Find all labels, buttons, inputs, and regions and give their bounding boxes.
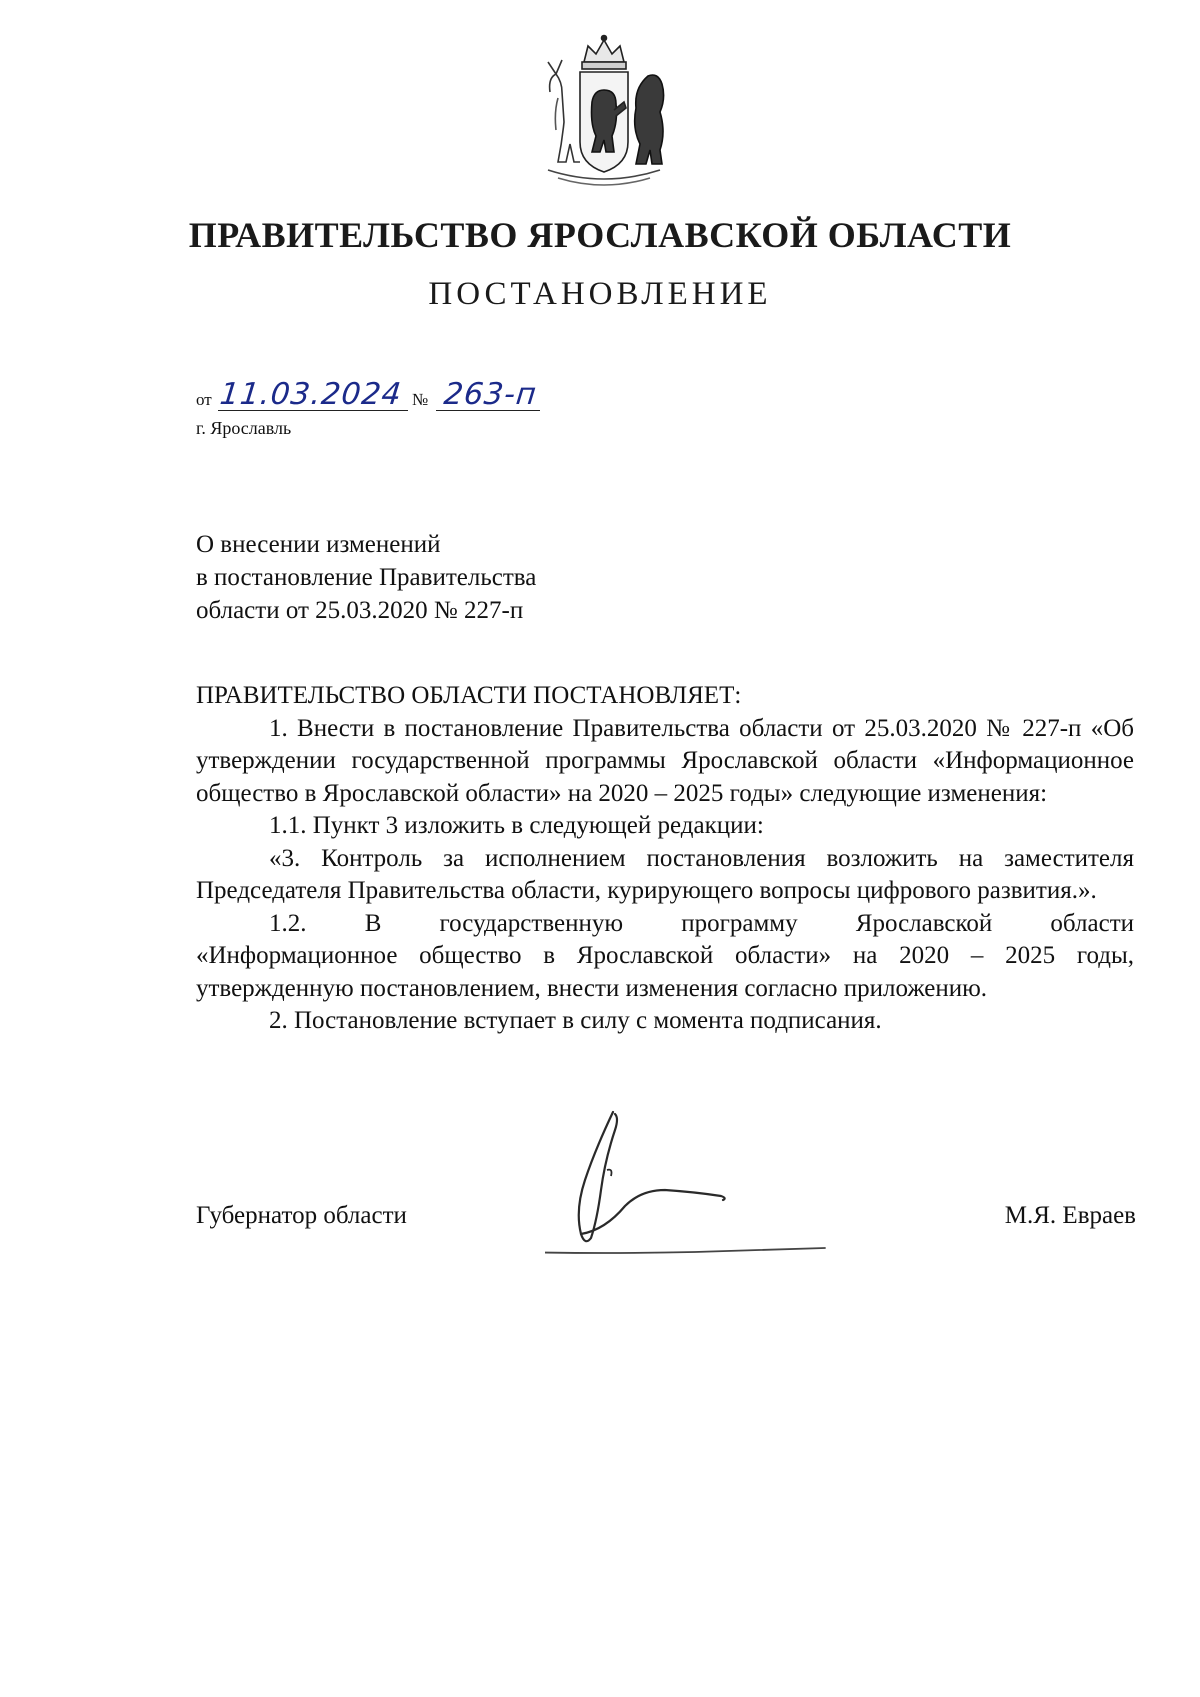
city-label: г. Ярославль [196, 418, 292, 438]
coat-of-arms-emblem [528, 32, 680, 192]
signatory-position: Губернатор области [196, 1202, 407, 1229]
paragraph-1-1-quote: «3. Контроль за исполнением постановления возложить на заместителя Председателя Правительства области, курирующего вопросы цифрового развития.». [196, 844, 1134, 904]
paragraph-1: 1. Внести в постановление Правительства области от 25.03.2020 № 227-п «Об утверждении государственной программы Ярославской области «Информационное общество в Ярославской области» на 2020 – 2025 годы» следующие изменения: [196, 714, 1134, 807]
resolution-heading: ПРАВИТЕЛЬСТВО ОБЛАСТИ ПОСТАНОВЛЯЕТ: [196, 682, 742, 709]
subject-line: в постановление Правительства [196, 564, 537, 591]
handwritten-number: 263-п [442, 377, 539, 412]
paragraph-1-2-head: 1.2. В государственную программу Ярославской области [269, 909, 1134, 937]
subject-line: области от 25.03.2020 № 227-п [196, 597, 524, 624]
signature-block [0, 1110, 1200, 1270]
paragraph-2: 2. Постановление вступает в силу с момента подписания. [269, 1007, 882, 1034]
number-prefix: № [412, 390, 429, 409]
handwritten-date: 11.03.2024 [218, 377, 404, 412]
date-prefix: от [196, 390, 212, 409]
subject-line: О внесении изменений [196, 531, 441, 558]
issue-line [196, 377, 556, 414]
document-body [196, 680, 1134, 1038]
document-subject [196, 528, 536, 627]
handwritten-signature [545, 1110, 845, 1270]
paragraph-1-2-rest: «Информационное общество в Ярославской области» на 2020 – 2025 годы, утвержденную постановлением, внести изменения согласно приложению. [196, 942, 1134, 1002]
paragraph-1-1: 1.1. Пункт 3 изложить в следующей редакции: [269, 812, 764, 839]
document-type: ПОСТАНОВЛЕНИЕ [428, 276, 772, 312]
signatory-name: М.Я. Евраев [1004, 1202, 1136, 1229]
organization-title: ПРАВИТЕЛЬСТВО ЯРОСЛАВСКОЙ ОБЛАСТИ [188, 215, 1012, 255]
